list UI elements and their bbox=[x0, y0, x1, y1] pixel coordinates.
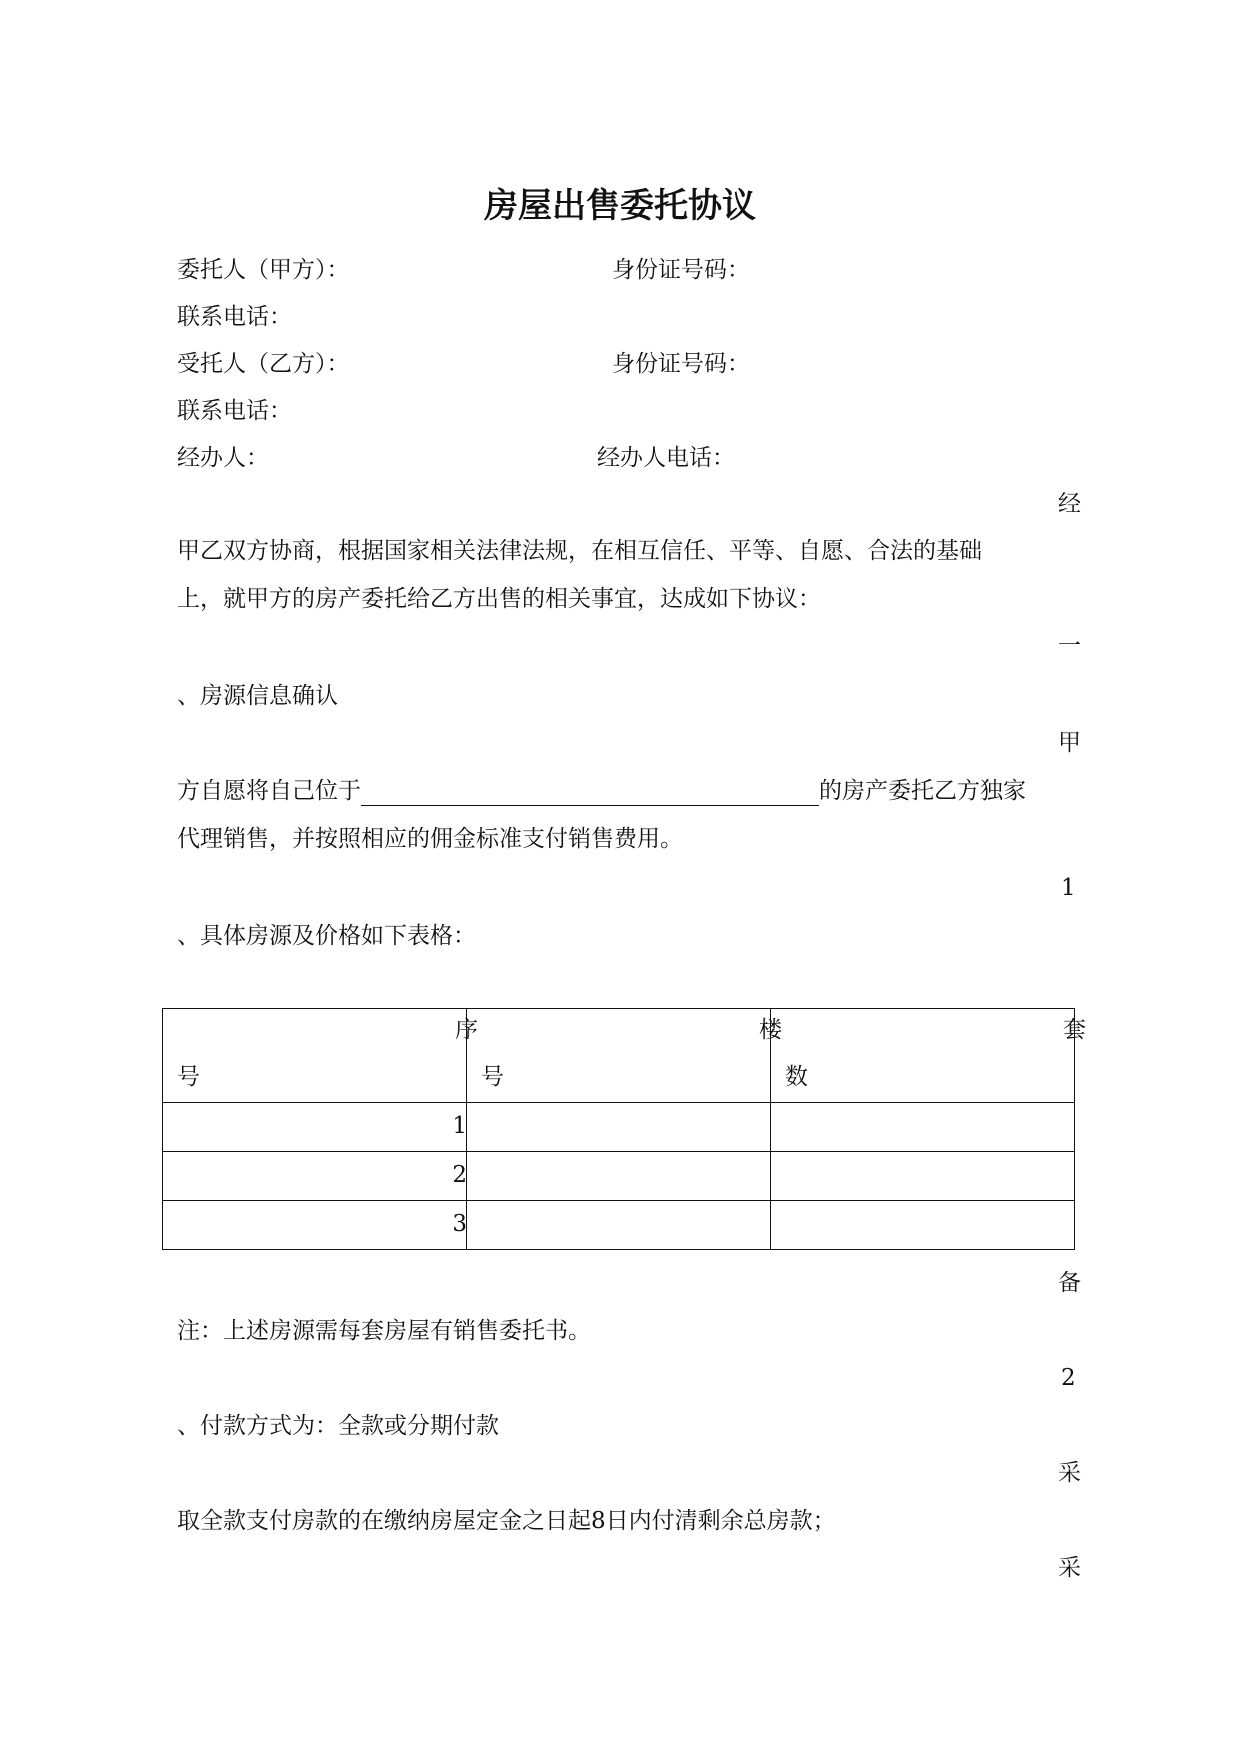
header-building-top: 楼 bbox=[759, 1017, 782, 1043]
header-cell-serial bbox=[163, 1009, 478, 1103]
table-cell[interactable] bbox=[467, 1103, 771, 1152]
header-cell-building bbox=[467, 1009, 782, 1103]
intro-marker: 经 bbox=[1058, 491, 1081, 517]
table-row bbox=[163, 1152, 1075, 1201]
item1-text: 、具体房源及价格如下表格： bbox=[177, 923, 476, 949]
section1-para-marker: 甲 bbox=[1058, 730, 1081, 756]
header-cell-units bbox=[771, 1009, 1086, 1103]
table-cell[interactable] bbox=[771, 1201, 1075, 1250]
header-serial-top: 序 bbox=[455, 1017, 478, 1043]
note-text: 注：上述房源需每套房屋有销售委托书。 bbox=[177, 1318, 591, 1344]
table-cell[interactable] bbox=[771, 1103, 1075, 1152]
section2-para-marker: 采 bbox=[1058, 1460, 1081, 1486]
table-header-row bbox=[163, 1009, 1075, 1103]
section2-heading: 、付款方式为：全款或分期付款 bbox=[177, 1413, 499, 1439]
intro-line-1: 甲乙双方协商，根据国家相关法律法规，在相互信任、平等、自愿、合法的基础 bbox=[177, 538, 982, 564]
section1-para-line-2: 代理销售，并按照相应的佣金标准支付销售费用。 bbox=[177, 826, 683, 852]
party-a-phone-label: 联系电话： bbox=[177, 304, 292, 330]
row-serial: 3 bbox=[452, 1211, 467, 1237]
agent-phone-label: 经办人电话： bbox=[597, 445, 735, 471]
table-cell bbox=[163, 1201, 467, 1250]
header-serial-bottom: 号 bbox=[177, 1064, 200, 1090]
table-cell[interactable] bbox=[467, 1201, 771, 1250]
item1-marker: 1 bbox=[1061, 875, 1076, 901]
party-b-id-label: 身份证号码： bbox=[612, 351, 750, 377]
header-units-top: 套 bbox=[1063, 1017, 1086, 1043]
header-building-bottom: 号 bbox=[481, 1064, 504, 1090]
document-title: 房屋出售委托协议 bbox=[484, 186, 756, 226]
header-units-bottom: 数 bbox=[785, 1064, 808, 1090]
table-cell bbox=[163, 1152, 467, 1201]
agent-label: 经办人： bbox=[177, 445, 269, 471]
party-a-label: 委托人（甲方）： bbox=[177, 257, 350, 283]
row-serial: 1 bbox=[452, 1113, 467, 1139]
table-cell bbox=[163, 1103, 467, 1152]
party-a-id-label: 身份证号码： bbox=[612, 257, 750, 283]
row-serial: 2 bbox=[452, 1162, 467, 1188]
section2-next-marker: 采 bbox=[1058, 1555, 1081, 1581]
table-cell[interactable] bbox=[771, 1152, 1075, 1201]
para-text-after: 的房产委托乙方独家 bbox=[819, 778, 1026, 804]
party-b-label: 受托人（乙方）： bbox=[177, 351, 350, 377]
para-text-before: 方自愿将自己位于 bbox=[177, 778, 361, 804]
table-row bbox=[163, 1103, 1075, 1152]
table-row bbox=[163, 1201, 1075, 1250]
section1-heading: 、房源信息确认 bbox=[177, 683, 338, 709]
note-marker: 备 bbox=[1058, 1270, 1081, 1296]
section1-marker: 一 bbox=[1058, 633, 1081, 659]
party-b-phone-label: 联系电话： bbox=[177, 398, 292, 424]
section2-para-text: 取全款支付房款的在缴纳房屋定金之日起8日内付清剩余总房款； bbox=[177, 1508, 836, 1534]
intro-line-2: 上，就甲方的房产委托给乙方出售的相关事宜，达成如下协议： bbox=[177, 586, 821, 612]
property-location-field[interactable] bbox=[361, 783, 819, 806]
section1-para-line-1 bbox=[177, 776, 1026, 806]
table-cell[interactable] bbox=[467, 1152, 771, 1201]
section2-marker: 2 bbox=[1061, 1365, 1076, 1391]
property-table bbox=[162, 1008, 1086, 1250]
